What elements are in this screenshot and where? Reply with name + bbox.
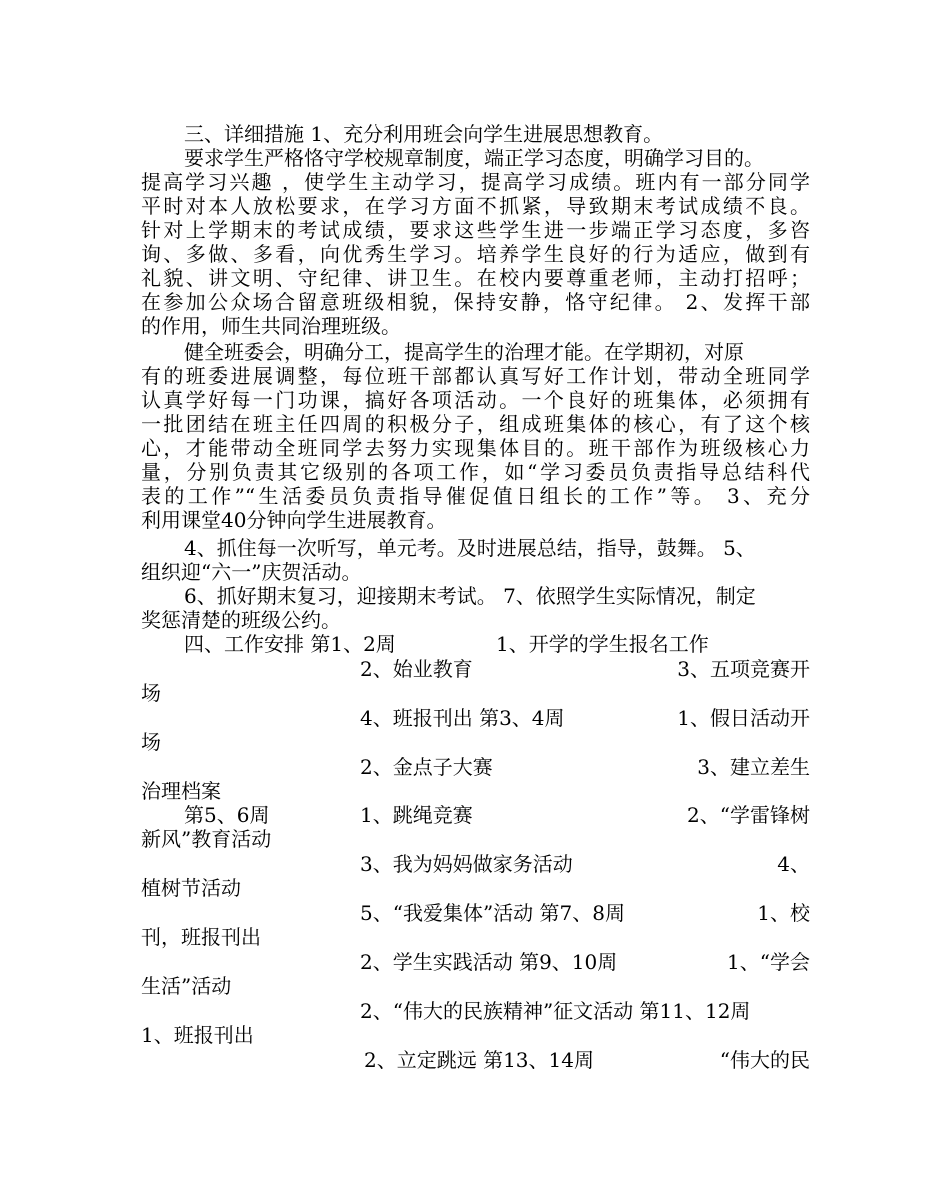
schedule-week: 第5、6周 [184,803,270,827]
schedule-item: 3、建立差生 [697,755,810,779]
schedule-item: 1、开学的学生报名工作 [496,632,709,656]
text-line: 要求学生严格恪守学校规章制度，端正学习态度，明确学习目的。 [184,146,764,170]
text-line: 组织迎“六一”庆贺活动。 [141,560,362,584]
text-line: 量，分别负责其它级别的各项工作，如“学习委员负责指导总结科代 [141,460,810,484]
text-line: 平时对本人放松要求，在学习方面不抓紧，导致期末考试成绩不良。 [141,194,810,218]
schedule-item: 3、五项竞赛开 [677,657,810,681]
text-line: 询、多做、多看，向优秀生学习。培养学生良好的行为适应，做到有 [141,242,810,266]
schedule-item: 3、我为妈妈做家务活动 [360,852,573,876]
schedule-item: 1、“学会 [727,950,810,974]
text-line: 礼貌、讲文明、守纪律、讲卫生。在校内要尊重老师，主动打招呼； [141,266,810,290]
text-line: 4、抓住每一次听写，单元考。及时进展总结，指导，鼓舞。 5、 [184,536,756,560]
text-line: 提高学习兴趣 ，使学生主动学习，提高学习成绩。班内有一部分同学 [141,170,810,194]
schedule-item: 2、金点子大赛 [360,755,493,779]
text-line: 针对上学期末的考试成绩，要求这些学生进一步端正学习态度，多咨 [141,218,810,242]
text-line: 一批团结在班主任四周的积极分子，组成班集体的核心，有了这个核 [141,412,810,436]
schedule-item: 生活”活动 [141,974,232,998]
text-line: 的作用，师生共同治理班级。 [141,314,401,338]
schedule-item: 场 [141,730,161,754]
text-line: 有的班委进展调整，每位班干部都认真写好工作计划，带动全班同学 [141,364,810,388]
schedule-item: 1、校 [757,901,810,925]
schedule-item: 2、立定跳远 第13、14周 [364,1048,594,1072]
text-line: 在参加公众场合留意班级相貌，保持安静，恪守纪律。 2、发挥干部 [141,290,810,314]
schedule-item: 2、学生实践活动 第9、10周 [360,950,618,974]
schedule-item: 4、班报刊出 第3、4周 [360,706,565,730]
text-line: 奖惩清楚的班级公约。 [141,608,341,632]
schedule-item: 2、“伟大的民族精神”征文活动 第11、12周 [360,999,751,1023]
text-line: 表的工作”“生活委员负责指导催促值日组长的工作”等。 3、充分 [141,484,810,508]
text-line: 健全班委会，明确分工，提高学生的治理才能。在学期初，对原 [184,340,744,364]
schedule-item: 1、假日活动开 [677,706,810,730]
schedule-item: 植树节活动 [141,876,241,900]
text-line: 利用课堂40分钟向学生进展教育。 [141,508,447,532]
schedule-item: 1、跳绳竞赛 [360,803,473,827]
schedule-item: “伟大的民 [719,1048,810,1072]
text-line: 6、抓好期末复习，迎接期末考试。 7、依照学生实际情况，制定 [184,584,756,608]
text-line: 心，才能带动全班同学去努力实现集体目的。班干部作为班级核心力 [141,436,810,460]
schedule-item: 新风”教育活动 [141,827,272,851]
text-line: 认真学好每一门功课，搞好各项活动。一个良好的班集体，必须拥有 [141,388,810,412]
schedule-item: 场 [141,681,161,705]
schedule-item: 治理档案 [141,779,221,803]
section-three-heading: 三、详细措施 1、充分利用班会向学生进展思想教育。 [184,122,664,146]
schedule-item: 5、“我爱集体”活动 第7、8周 [360,901,625,925]
schedule-item: 1、班报刊出 [141,1023,254,1047]
schedule-item: 4、 [777,852,810,876]
schedule-item: 刊，班报刊出 [141,925,261,949]
section-four-heading: 四、工作安排 第1、2周 [184,632,396,656]
schedule-item: 2、始业教育 [360,657,473,681]
schedule-item: 2、“学雷锋树 [687,803,810,827]
